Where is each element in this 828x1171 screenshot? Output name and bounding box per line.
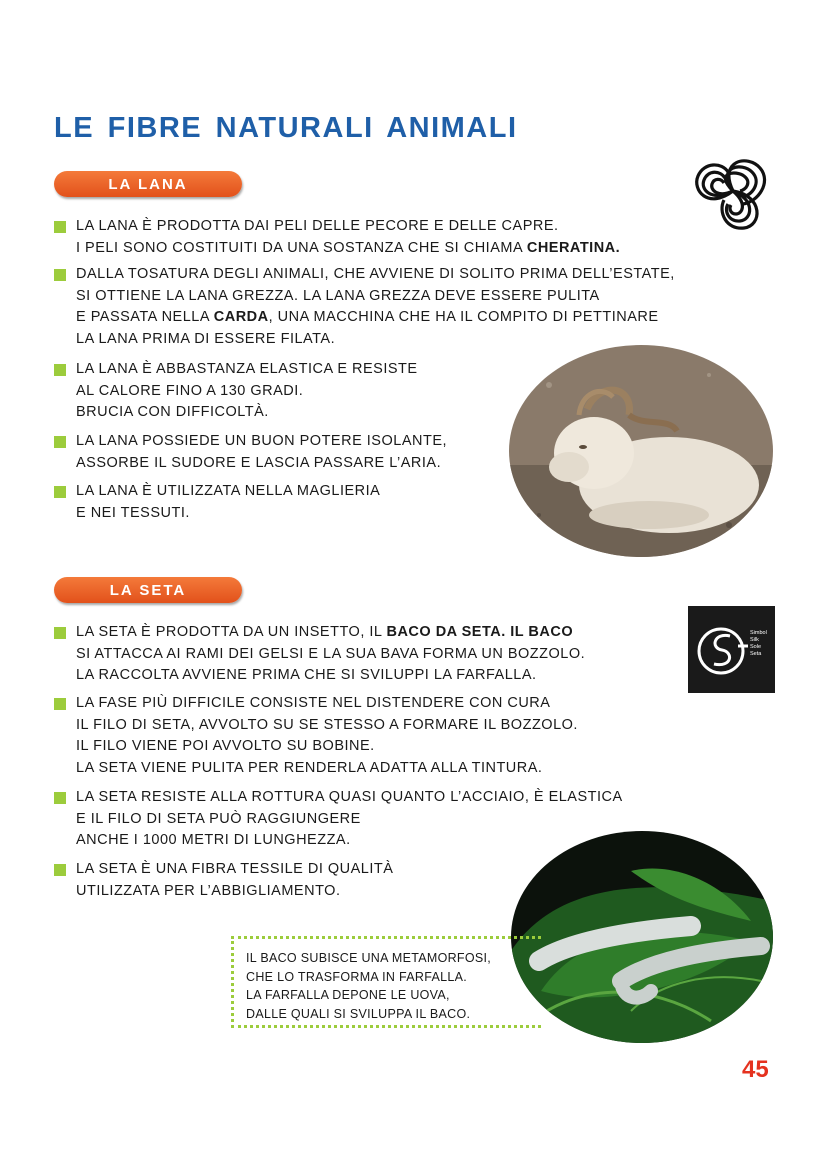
silk-mark-logo	[688, 606, 775, 693]
list-item: DALLA TOSATURA DEGLI ANIMALI, CHE AVVIENE DI SOLITO PRIMA DELL’ESTATE, SI OTTIENE LA LANA GREZZA. LA LANA GREZZA DEVE ESSERE PULITA E PASSATA NELLA CARDA, UNA MACCHINA CHE HA IL COMPITO DI PETTINARE LA LANA PRIMA DI ESSERE FILATA.	[54, 264, 675, 350]
section-heading-seta: LA SETA	[54, 577, 242, 603]
bullet-square-icon	[54, 486, 66, 498]
page-title: LE FIBRE NATURALI ANIMALI	[54, 112, 518, 144]
bullet-square-icon	[54, 221, 66, 233]
list-item: LA SETA RESISTE ALLA ROTTURA QUASI QUANTO L’ACCIAIO, È ELASTICA E IL FILO DI SETA PUÒ RAGGIUNGERE ANCHE I 1000 METRI DI LUNGHEZZA.	[54, 787, 623, 852]
section-heading-lana: LA LANA	[54, 171, 242, 197]
silk-logo-label: Simbol Silk Sole Seta	[750, 630, 767, 657]
list-item: LA SETA È UNA FIBRA TESSILE DI QUALITÀ UTILIZZATA PER L’ABBIGLIAMENTO.	[54, 859, 393, 902]
list-item: LA SETA È PRODOTTA DA UN INSETTO, IL BACO DA SETA. IL BACO SI ATTACCA AI RAMI DEI GELSI E LA SUA BAVA FORMA UN BOZZOLO. LA RACCOLTA AVVIENE PRIMA CHE SI SVILUPPI LA FARFALLA.	[54, 622, 585, 687]
bullet-square-icon	[54, 364, 66, 376]
list-item: LA LANA POSSIEDE UN BUON POTERE ISOLANTE, ASSORBE IL SUDORE E LASCIA PASSARE L’ARIA.	[54, 431, 447, 474]
goat-photo	[509, 345, 773, 557]
bullet-square-icon	[54, 269, 66, 281]
bullet-square-icon	[54, 864, 66, 876]
list-item: LA FASE PIÙ DIFFICILE CONSISTE NEL DISTENDERE CON CURA IL FILO DI SETA, AVVOLTO SU SE STESSO A FORMARE IL BOZZOLO. IL FILO VIENE POI AVVOLTO SU BOBINE. LA SETA VIENE PULITA PER RENDERLA ADATTA ALLA TINTURA.	[54, 693, 578, 779]
list-item: LA LANA È UTILIZZATA NELLA MAGLIERIA E NEI TESSUTI.	[54, 481, 380, 524]
page-number: 45	[742, 1056, 769, 1083]
bullet-square-icon	[54, 698, 66, 710]
metamorphosis-note: IL BACO SUBISCE UNA METAMORFOSI, CHE LO TRASFORMA IN FARFALLA. LA FARFALLA DEPONE LE UOVA, DALLE QUALI SI SVILUPPA IL BACO.	[231, 936, 541, 1028]
bullet-square-icon	[54, 436, 66, 448]
bullet-square-icon	[54, 792, 66, 804]
wool-mark-logo	[688, 150, 778, 232]
list-item: LA LANA È PRODOTTA DAI PELI DELLE PECORE E DELLE CAPRE. I PELI SONO COSTITUITI DA UNA SOSTANZA CHE SI CHIAMA CHERATINA.	[54, 216, 620, 259]
bullet-square-icon	[54, 627, 66, 639]
silkworm-photo	[511, 831, 773, 1043]
list-item: LA LANA È ABBASTANZA ELASTICA E RESISTE AL CALORE FINO A 130 GRADI. BRUCIA CON DIFFICOLTÀ.	[54, 359, 418, 424]
